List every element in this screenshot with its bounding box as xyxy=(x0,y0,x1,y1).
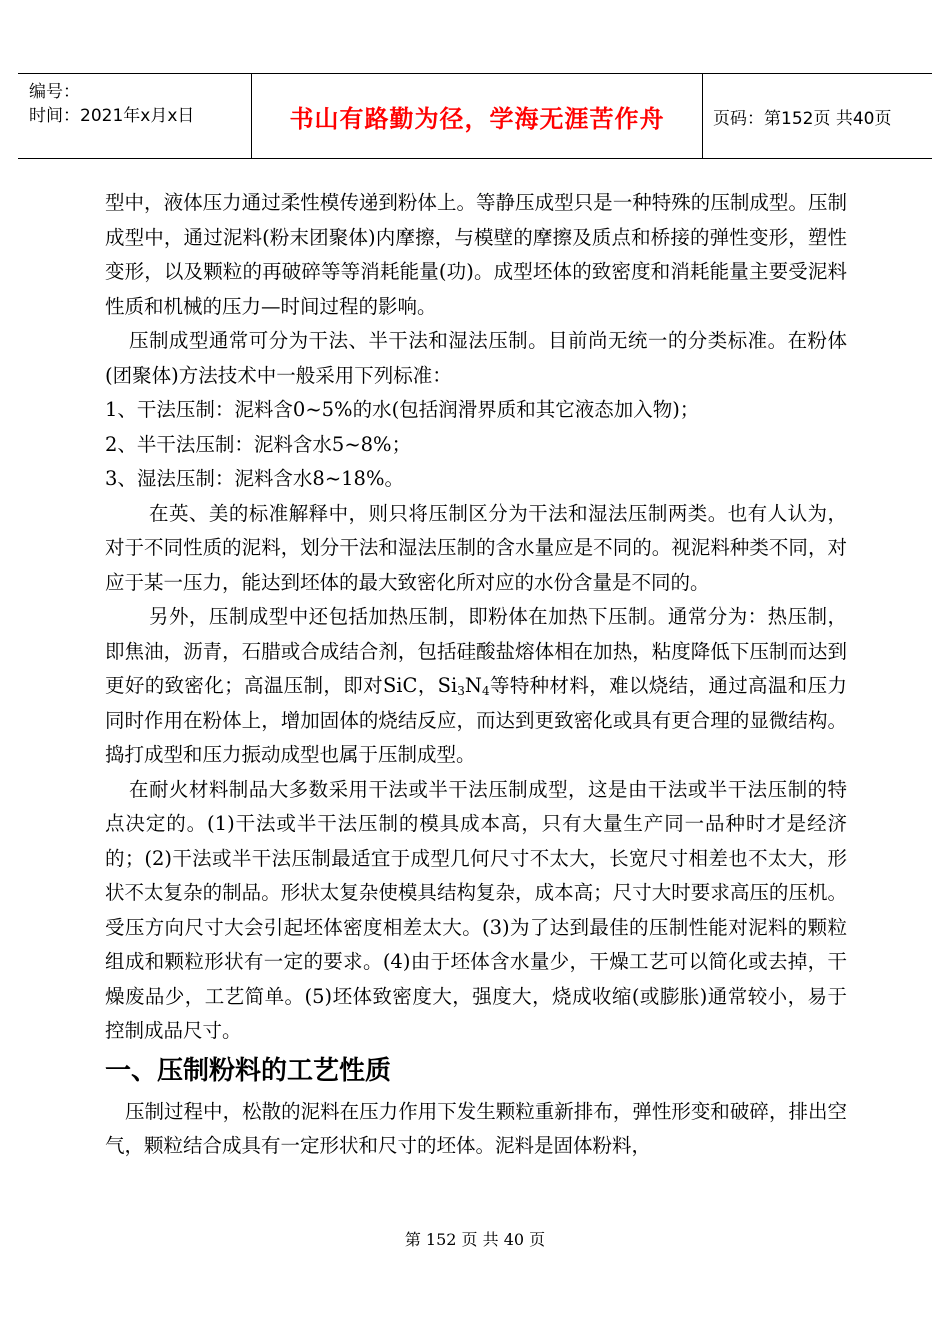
paragraph-3: 在英、美的标准解释中，则只将压制区分为干法和湿法压制两类。也有人认为，对于不同性质的泥料，划分干法和湿法压制的含水量应是不同的。视泥料种类不同，对应于某一压力，能达到坯体的最大致密化所对应的水份含量是不同的。 xyxy=(105,501,847,594)
paragraph-4-n: N xyxy=(464,674,482,697)
paragraph-2: 压制成型通常可分为干法、半干法和湿法压制。目前尚无统一的分类标准。在粉体(团聚体)方法技术中一般采用下列标准： xyxy=(105,329,847,387)
list-item-wet-pressing: 3、湿法压制：泥料含水8~18%。 xyxy=(105,467,404,490)
section-heading: 一、压制粉料的工艺性质 xyxy=(105,1055,392,1086)
list-item-dry-pressing: 1、干法压制：泥料含0~5%的水(包括润滑界质和其它液态加入物)； xyxy=(105,398,700,421)
paragraph-4-part-b: 等特种材料，难以烧结，通过高温和压力同时作用在粉体上，增加固体的烧结反应，而达到更致密化或具有更合理的显微结构。捣打成型和压力振动成型也属于压制成型。 xyxy=(105,674,847,766)
header-motto-cell xyxy=(251,74,703,158)
page-header xyxy=(18,73,932,159)
header-meta-cell xyxy=(18,74,251,158)
document-number-label: 编号： xyxy=(29,82,80,102)
document-time-label: 时间：2021年x月x日 xyxy=(29,106,195,126)
page-footer: 第 152 页 共 40 页 xyxy=(404,1230,546,1249)
document-body xyxy=(105,186,847,1164)
paragraph-6: 压制过程中，松散的泥料在压力作用下发生颗粒重新排布，弹性形变和破碎，排出空气，颗粒结合成具有一定形状和尺寸的坯体。泥料是固体粉料， xyxy=(105,1099,847,1157)
paragraph-5: 在耐火材料制品大多数采用干法或半干法压制成型，这是由干法或半干法压制的特点决定的。(1)干法或半干法压制的模具成本高，只有大量生产同一品种时才是经济的；(2)干法或半干法压制最适宜于成型几何尺寸不太大，长宽尺寸相差也不太大，形状不太复杂的制品。形状太复杂使模具结构复杂，成本高；尺寸大时要求高压的压机。受压方向尺寸大会引起坯体密度相差太大。(3)为了达到最佳的压制性能对泥料的颗粒组成和颗粒形状有一定的要求。(4)由于坯体含水量少，干燥工艺可以简化或去掉，干燥废品少，工艺简单。(5)坯体致密度大，强度大，烧成收缩(或膨胀)通常较小，易于控制成品尺寸。 xyxy=(105,777,847,1042)
header-page-info: 页码：第152页 共40页 xyxy=(713,109,892,129)
subscript-3: 3 xyxy=(457,684,465,698)
header-motto: 书山有路勤为径，学海无涯苦作舟 xyxy=(289,105,665,133)
header-page-cell xyxy=(702,74,932,158)
paragraph-4 xyxy=(105,600,847,773)
list-item-semi-dry-pressing: 2、半干法压制：泥料含水5~8%； xyxy=(105,432,412,456)
paragraph-4-part-a: 另外，压制成型中还包括加热压制，即粉体在加热下压制。通常分为：热压制，即焦油，沥青，石腊或合成结合剂，包括硅酸盐熔体相在加热，粘度降低下压制而达到更好的致密化；高温压制，即对SiC，Si xyxy=(105,605,847,697)
paragraph-1: 型中，液体压力通过柔性模传递到粉体上。等静压成型只是一种特殊的压制成型。压制成型中，通过泥料(粉末团聚体)内摩擦，与模壁的摩擦及质点和桥接的弹性变形，塑性变形，以及颗粒的再破碎等等消耗能量(功)。成型坯体的致密度和消耗能量主要受泥料性质和机械的压力—时间过程的影响。 xyxy=(105,191,847,318)
subscript-4: 4 xyxy=(481,684,490,698)
